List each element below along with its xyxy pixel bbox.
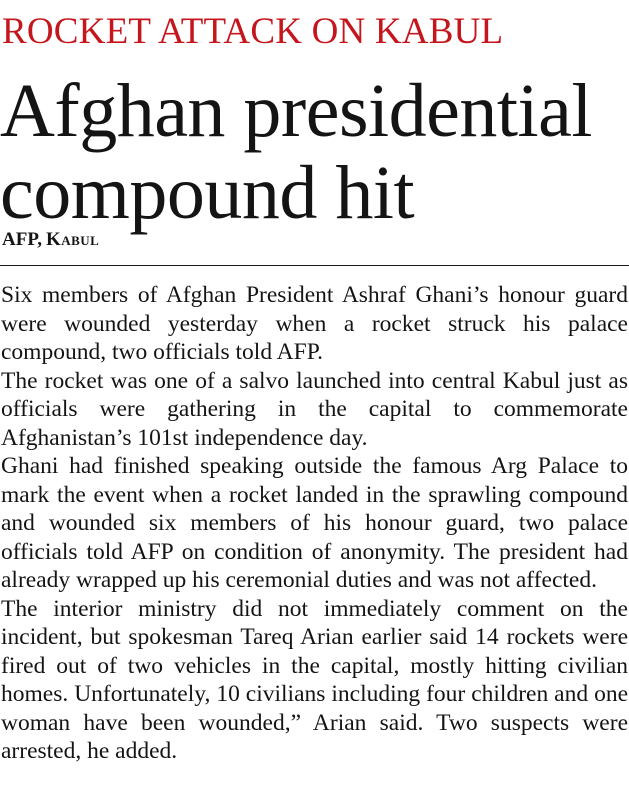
divider: [0, 265, 629, 266]
byline-agency: AFP,: [2, 229, 42, 250]
paragraph-3: Ghani had finished speaking outside the famous Arg Palace to mark the event when a rocket landed in the sprawling compound and wounded six members of his honour guard, two palace officials told AFP on condition of anonymity. The president had already wrapped up his ceremonial duties and was not affected.: [1, 453, 628, 593]
byline: [2, 229, 99, 251]
paragraph-2: The rocket was one of a salvo launched into central Kabul just as officials were gathering in the capital to commemorate Afghanistan’s 101st independence day.: [1, 367, 628, 451]
article-body: [1, 281, 628, 766]
paragraph-1: Six members of Afghan President Ashraf Ghani’s honour guard were wounded yesterday when a rocket struck his palace compound, two officials told AFP.: [1, 282, 628, 365]
headline: Afghan presidential compound hit: [0, 69, 592, 235]
byline-place: Kabul: [45, 229, 100, 250]
kicker: ROCKET ATTACK ON KABUL: [2, 11, 504, 52]
paragraph-4: The interior ministry did not immediately comment on the incident, but spokesman Tareq Arian earlier said 14 rockets were fired out of two vehicles in the capital, mostly hitting civilian homes. Unfortunately, 10 civilians including four children and one woman have been wounded,” Arian said. Two suspects were arrested, he added.: [1, 595, 628, 764]
